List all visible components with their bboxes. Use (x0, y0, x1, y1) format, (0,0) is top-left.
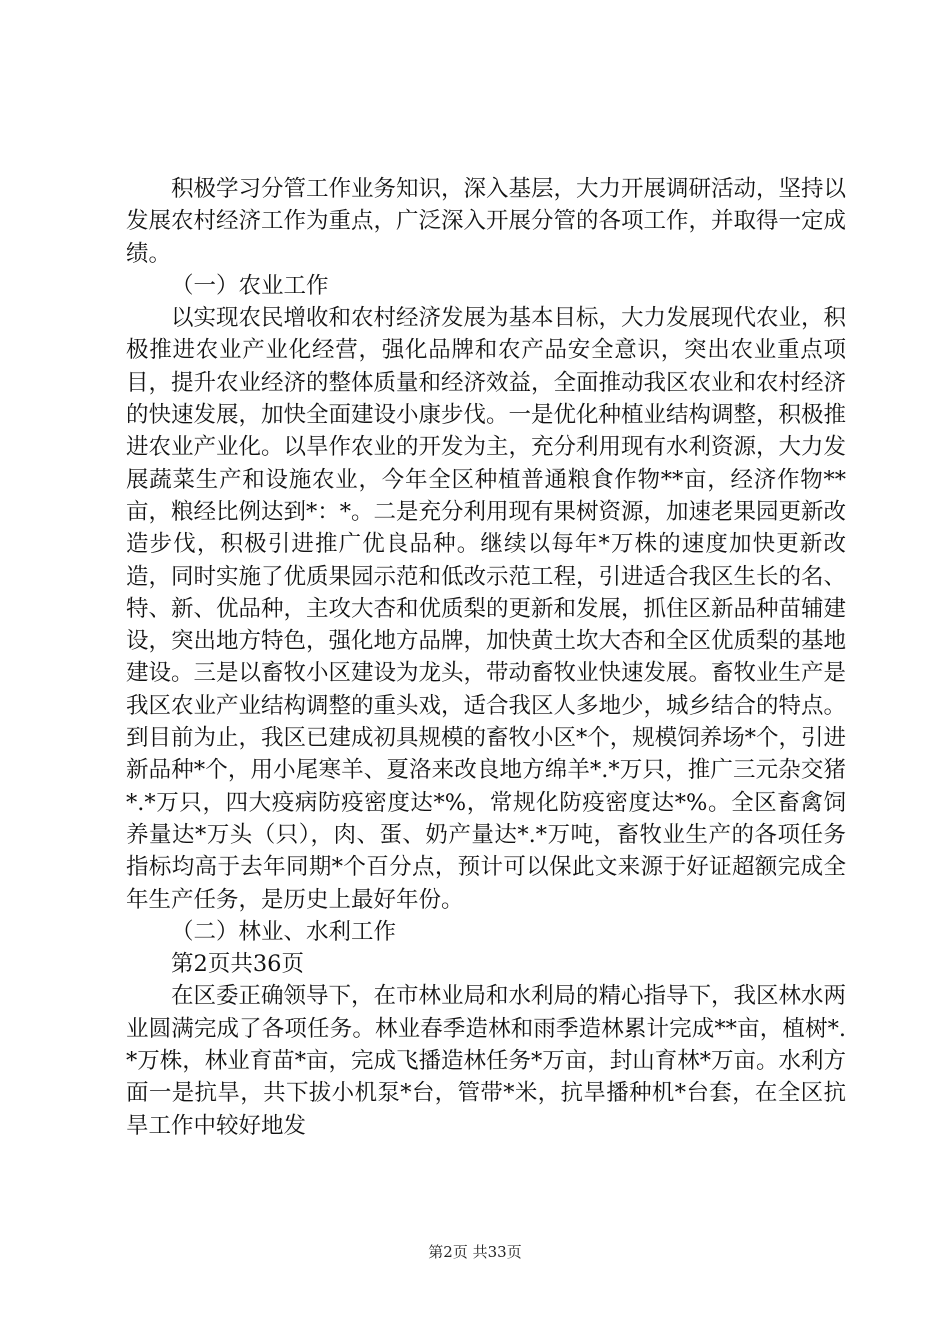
section-heading-forestry-water: （二）林业、水利工作 (171, 918, 397, 945)
paragraph-agriculture: 以实现农民增收和农村经济发展为基本目标，大力发展现代农业，积极推进农业产业化经营，强化品牌和农产品安全意识，突出农业重点项目，提升农业经济的整体质量和经济效益，全面推动我区农业和农村经济的快速发展，加快全面建设小康步伐。一是优化种植业结构调整，积极推进农业产业化。以旱作农业的开发为主，充分利用现有水利资源，大力发展蔬菜生产和设施农业，今年全区种植普通粮食作物**亩，经济作物**亩，粮经比例达到*：*。二是充分利用现有果树资源，加速老果园更新改造步伐，积极引进推广优良品种。继续以每年*万株的速度加快更新改造，同时实施了优质果园示范和低改示范工程，引进适合我区生长的名、特、新、优品种，主攻大杏和优质梨的更新和发展，抓住区新品种苗辅建设，突出地方特色，强化地方品牌，加快黄土坎大杏和全区优质梨的基地建设。三是以畜牧小区建设为龙头，带动畜牧业快速发展。畜牧业生产是我区农业产业结构调整的重头戏，适合我区人多地少，城乡结合的特点。到目前为止，我区已建成初具规模的畜牧小区*个，规模饲养场*个，引进新品种*个，用小尾寒羊、夏洛来改良地方绵羊*.*万只，推广三元杂交猪*.*万只，四大疫病防疫密度达*%，常规化防疫密度达*%。全区畜禽饲养量达*万头（只），肉、蛋、奶产量达*.*万吨，畜牧业生产的各项任务指标均高于去年同期*个百分点，预计可以保此文来源于好证超额完成全年生产任务，是历史上最好年份。 (126, 305, 847, 913)
paragraph-intro: 积极学习分管工作业务知识，深入基层，大力开展调研活动，坚持以发展农村经济工作为重点，广泛深入开展分管的各项工作，并取得一定成绩。 (126, 176, 847, 267)
section-heading-agriculture: （一）农业工作 (171, 272, 329, 299)
page-footer: 第2页 共33页 (428, 1243, 522, 1261)
paragraph-forestry-water: 在区委正确领导下，在市林业局和水利局的精心指导下，我区林水两业圆满完成了各项任务。林业春季造林和雨季造林累计完成**亩，植树*.*万株，林业育苗*亩，完成飞播造林任务*万亩，封山育林*万亩。水利方面一是抗旱，共下拔小机泵*台，管带*米，抗旱播种机*台套，在全区抗旱工作中较好地发 (126, 983, 847, 1139)
inline-page-marker: 第2页共36页 (171, 951, 304, 978)
document-body (126, 173, 846, 1142)
